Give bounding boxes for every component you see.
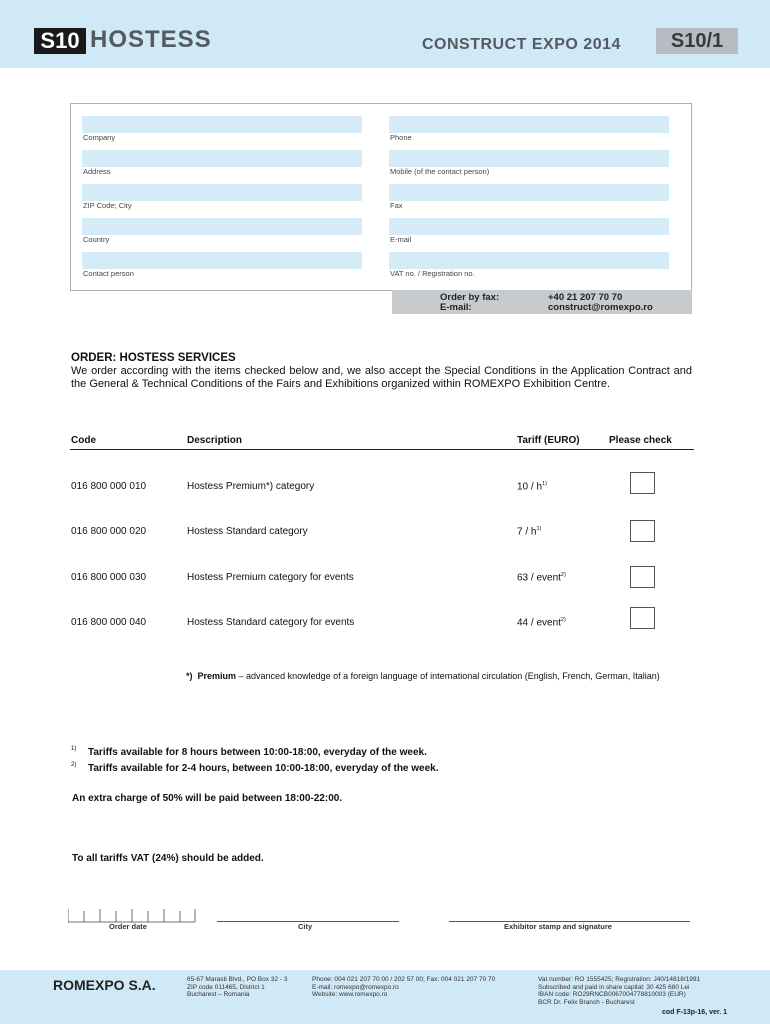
address-field[interactable] — [82, 150, 362, 167]
row-4-tariff-note: 2) — [560, 617, 566, 623]
company-label: Company — [83, 133, 116, 142]
row-1-description: Hostess Premium*) category — [187, 481, 315, 492]
mobile-field[interactable] — [389, 150, 669, 167]
address-label: Address — [83, 167, 111, 176]
row-3-checkbox[interactable] — [630, 566, 655, 588]
document-code: cod F-13p-16, ver. 1 — [662, 1009, 727, 1016]
order-title: ORDER: HOSTESS SERVICES — [71, 352, 236, 364]
order-date-label: Order date — [109, 922, 147, 931]
table-header-rule — [70, 449, 694, 450]
row-2-code: 016 800 000 020 — [71, 526, 147, 537]
expo-title: CONSTRUCT EXPO 2014 — [422, 36, 621, 53]
order-text: We order according with the items checked below and, we also accept the Special Conditions in the Application Contract and the General & Technical Conditions of the Fairs and Exhibitions organized within ROMEXPO Exhibition Centre. — [71, 365, 692, 390]
premium-description: – advanced knowledge of a foreign language of international circulation (English, French, German, Italian) — [236, 671, 660, 681]
order-by-fax-label: Order by fax: — [440, 292, 500, 303]
order-date-boxes[interactable] — [68, 909, 196, 923]
footer-contact-2: E-mail: romexpo@romexpo.ro — [312, 983, 399, 991]
row-2-tariff-value: 7 / h — [517, 526, 537, 538]
phone-field[interactable] — [389, 116, 669, 133]
footer-contact-3: Website: www.romexpo.ro — [312, 991, 388, 998]
email-info-value: construct@romexpo.ro — [548, 302, 653, 313]
order-by-fax-value: +40 21 207 70 70 — [548, 292, 623, 303]
row-4-checkbox[interactable] — [630, 607, 655, 629]
contact-person-label: Contact person — [83, 269, 134, 278]
footer-address-1: 65-67 Marasti Blvd., PO Box 32 - 3 — [187, 976, 288, 983]
phone-label: Phone — [390, 133, 412, 142]
city-label: City — [298, 922, 313, 931]
col-header-description: Description — [187, 435, 243, 446]
row-2-checkbox[interactable] — [630, 520, 655, 542]
email-label: E-mail — [390, 235, 412, 244]
vat-note: To all tariffs VAT (24%) should be added. — [72, 853, 264, 864]
footnote-1-mark: 1) — [71, 746, 77, 752]
col-header-check: Please check — [609, 435, 672, 446]
fax-field[interactable] — [389, 184, 669, 201]
stamp-signature-label: Exhibitor stamp and signature — [504, 922, 612, 931]
footer-contact — [312, 976, 495, 999]
row-3-tariff — [517, 572, 566, 583]
row-2-tariff — [517, 526, 541, 537]
row-4-code: 016 800 000 040 — [71, 617, 147, 628]
country-field[interactable] — [82, 218, 362, 235]
footer-legal-2: Subscribed and paid in share capital: 30 425 680 Lei — [538, 983, 690, 991]
row-2-tariff-note: 1) — [536, 526, 542, 532]
footer-legal — [538, 976, 700, 1006]
row-1-tariff-value: 10 / h — [517, 481, 543, 493]
row-2-description: Hostess Standard category — [187, 526, 308, 537]
row-4-description: Hostess Standard category for events — [187, 617, 355, 628]
premium-marker: *) — [186, 671, 193, 681]
zip-city-field[interactable] — [82, 184, 362, 201]
fax-label: Fax — [390, 201, 403, 210]
extra-charge-note: An extra charge of 50% will be paid between 18:00-22:00. — [72, 793, 343, 804]
section-badge: S10 — [34, 28, 86, 54]
footer-company-logo: ROMEXPO S.A. — [53, 977, 156, 993]
row-1-tariff-note: 1) — [542, 481, 547, 487]
row-1-checkbox[interactable] — [630, 472, 655, 494]
row-3-tariff-value: 63 / event — [517, 572, 561, 584]
footer-address — [187, 976, 287, 999]
footer-legal-3: IBAN code: RO29RNCB0067004778810003 (EUR) — [538, 991, 686, 998]
form-code: S10/1 — [656, 28, 738, 54]
row-4-tariff-value: 44 / event — [517, 617, 561, 629]
col-header-tariff: Tariff (EURO) — [517, 435, 580, 446]
premium-term: Premium — [197, 671, 237, 681]
row-1-code: 016 800 000 010 — [71, 481, 147, 492]
email-field[interactable] — [389, 218, 669, 235]
country-label: Country — [83, 235, 110, 244]
email-info-label: E-mail: — [440, 302, 472, 313]
footnote-1: Tariffs available for 8 hours between 10:00-18:00, everyday of the week. — [88, 747, 427, 758]
mobile-label: Mobile (of the contact person) — [390, 167, 490, 176]
row-3-code: 016 800 000 030 — [71, 572, 147, 583]
col-header-code: Code — [71, 435, 96, 446]
row-4-tariff — [517, 617, 566, 628]
row-3-tariff-note: 2) — [560, 572, 566, 578]
company-field[interactable] — [82, 116, 362, 133]
footer-legal-4: BCR Dr. Felix Branch - Bucharest — [538, 998, 635, 1006]
page-title: HOSTESS — [90, 26, 212, 53]
vat-label: VAT no. / Registration no. — [390, 269, 475, 278]
row-1-tariff — [517, 481, 547, 492]
contact-person-field[interactable] — [82, 252, 362, 269]
row-3-description: Hostess Premium category for events — [187, 572, 354, 583]
footer-legal-1: Vat number: RO 1555425; Registration: J40/14818/1991 — [538, 976, 701, 983]
footer-address-3: Bucharest – Romania — [187, 991, 250, 998]
footnote-2: Tariffs available for 2-4 hours, between 10:00-18:00, everyday of the week. — [88, 763, 439, 774]
premium-note — [186, 671, 674, 682]
footer-contact-1: Phone: 004 021 207 70 00 / 202 57 00; Fax: 004 021 207 70 70 — [312, 976, 496, 983]
vat-field[interactable] — [389, 252, 669, 269]
footer-address-2: ZIP code 011465, District 1 — [187, 983, 265, 991]
footnote-2-mark: 2) — [71, 762, 77, 768]
zip-city-label: ZIP Code; City — [83, 201, 132, 210]
